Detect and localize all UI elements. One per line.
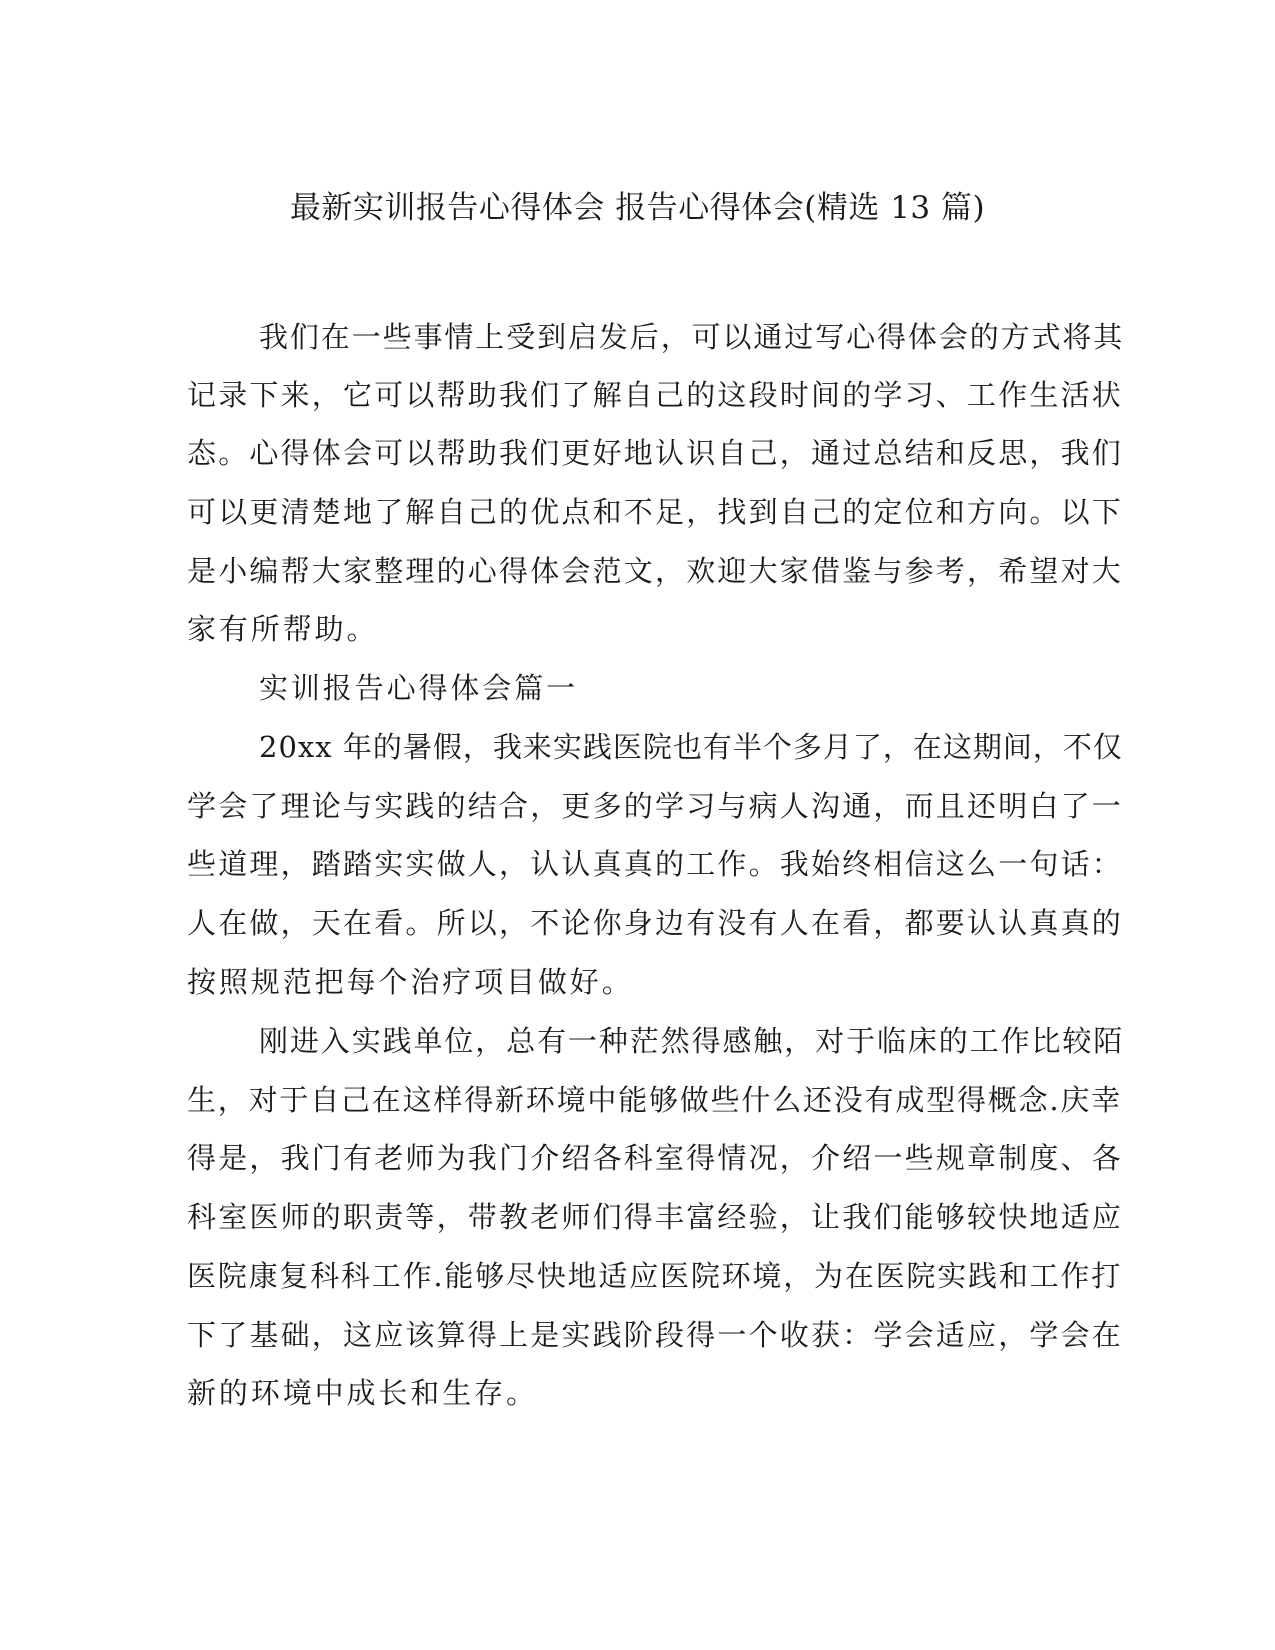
- section-heading: 实训报告心得体会篇一: [259, 671, 579, 705]
- paragraph-line: 科室医师的职责等，带教老师们得丰富经验，让我们能够较快地适应: [187, 1200, 1124, 1234]
- paragraph-line: 刚进入实践单位，总有一种茫然得感触，对于临床的工作比较陌: [259, 1024, 1125, 1058]
- document-title: 最新实训报告心得体会 报告心得体会(精选 13 篇): [289, 190, 986, 226]
- paragraph-line: 得是，我门有老师为我门介绍各科室得情况，介绍一些规章制度、各: [187, 1141, 1124, 1175]
- paragraph-line: 人在做，天在看。所以，不论你身边有没有人在看，都要认认真真的: [187, 906, 1124, 940]
- paragraph-line: 家有所帮助。: [187, 612, 379, 646]
- paragraph-line: 20xx 年的暑假，我来实践医院也有半个多月了，在这期间，不仅: [259, 730, 1123, 764]
- paragraph-line: 下了基础，这应该算得上是实践阶段得一个收获：学会适应，学会在: [187, 1318, 1124, 1352]
- paragraph-line: 医院康复科科工作.能够尽快地适应医院环境，为在医院实践和工作打: [187, 1259, 1123, 1293]
- paragraph-line: 生，对于自己在这样得新环境中能够做些什么还没有成型得概念.庆幸: [187, 1083, 1123, 1117]
- paragraph-line: 可以更清楚地了解自己的优点和不足，找到自己的定位和方向。以下: [187, 495, 1124, 529]
- paragraph-line: 按照规范把每个治疗项目做好。: [187, 965, 634, 999]
- paragraph-line: 态。心得体会可以帮助我们更好地认识自己，通过总结和反思，我们: [187, 436, 1124, 470]
- paragraph-line: 是小编帮大家整理的心得体会范文，欢迎大家借鉴与参考，希望对大: [187, 554, 1124, 588]
- paragraph-line: 些道理，踏踏实实做人，认认真真的工作。我始终相信这么一句话：: [187, 847, 1124, 881]
- paragraph-line: 新的环境中成长和生存。: [187, 1376, 538, 1410]
- paragraph-line: 我们在一些事情上受到启发后，可以通过写心得体会的方式将其: [259, 320, 1125, 354]
- paragraph-line: 记录下来，它可以帮助我们了解自己的这段时间的学习、工作生活状: [187, 378, 1124, 412]
- paragraph-line: 学会了理论与实践的结合，更多的学习与病人沟通，而且还明白了一: [187, 789, 1124, 823]
